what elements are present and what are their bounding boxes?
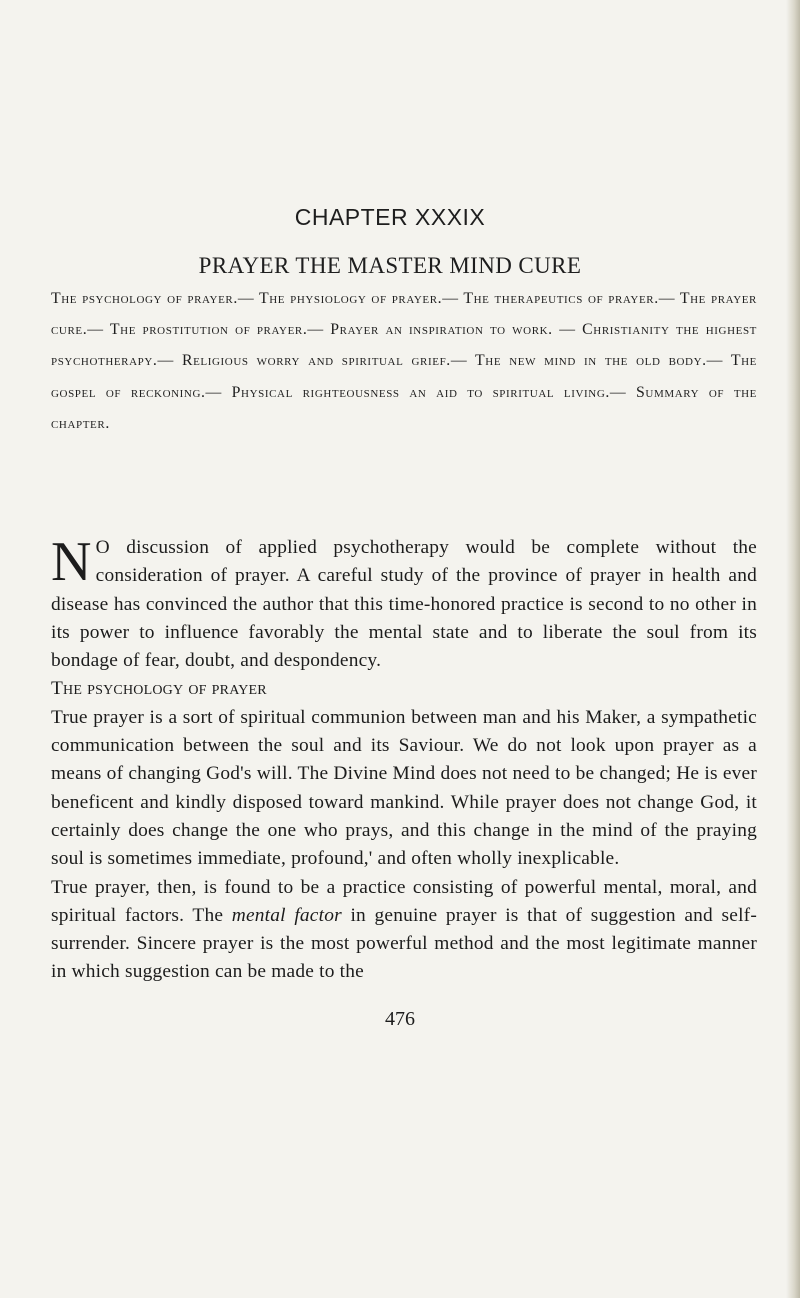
page-number: 476 [385, 1008, 415, 1030]
section-heading: The psychology of prayer [51, 678, 267, 700]
chapter-number: CHAPTER XXXIX [294, 204, 486, 230]
chapter-synopsis: The psychology of prayer.— The physiology of prayer.— The therapeutics of prayer.— The prayer cure.— The prostitution of prayer.— Prayer an inspiration to work. — Christianity the highest psychotherapy.— Religious worry and spiritual grief.— The new mind in the old body.— The gospel of reckoning.— Physical righteousness an aid to spiritual living.— Summary of the chapter. [51, 290, 757, 432]
paragraph-2-start: True prayer, then, is found to be a practice consisting of powerful mental, moral, and spiritual factors. The [51, 876, 757, 926]
intro-paragraph [51, 531, 757, 675]
body-text [51, 531, 757, 987]
paragraph-2-end: in genuine prayer is that of suggestion and self-surrender. Sincere prayer is the most powerful method and the most legitimate manner in which suggestion can be made to the [51, 904, 757, 983]
paragraph-2 [51, 874, 757, 987]
drop-cap: N [51, 531, 92, 593]
chapter-title: PRAYER THE MASTER MIND CURE [198, 253, 582, 278]
paragraph-2-italic: mental factor [231, 904, 342, 926]
paragraph-1: True prayer is a sort of spiritual communion between man and his Maker, a sympathetic communication between the soul and its Saviour. We do not look upon prayer as a means of changing God's will. The Divine Mind does not need to be changed; He is ever beneficent and kindly disposed toward mankind. While prayer does not change God, it certainly does change the one who prays, and this change in the mind of the praying soul is sometimes immediate, profound,' and often wholly inexplicable. [51, 706, 757, 870]
intro-text: O discussion of applied psychotherapy would be complete without the consideration of prayer. A careful study of the province of prayer in health and disease has convinced the author that this time-honored practice is second to no other in its power to influence favorably the mental state and to liberate the soul from its bondage of fear, doubt, and despondency. [51, 537, 757, 672]
page-edge-shadow [786, 0, 800, 1298]
